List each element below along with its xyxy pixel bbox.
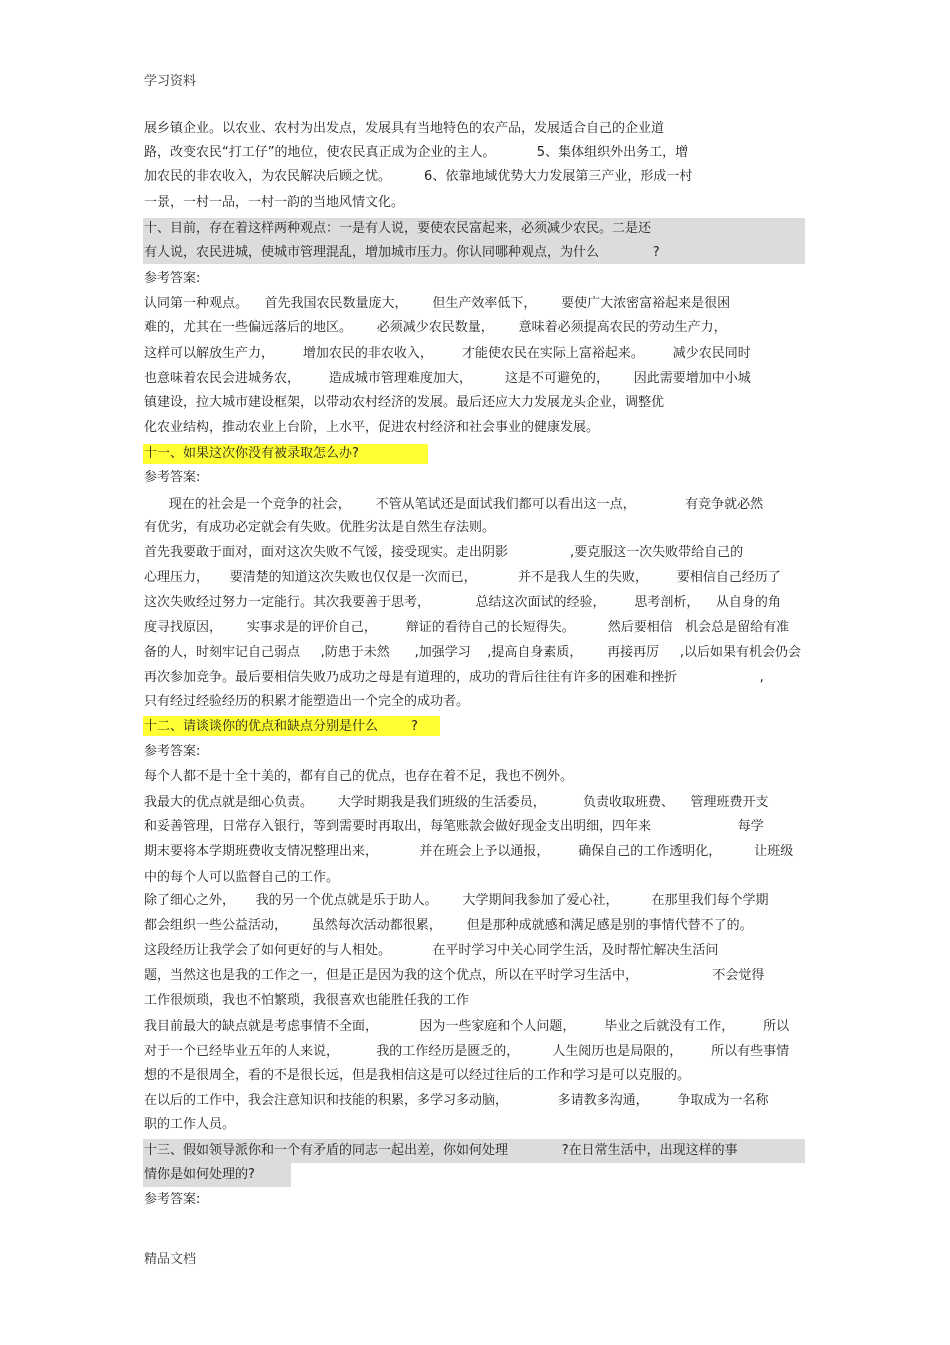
body-line: 路，改变农民“打工仔”的地位，使农民真正成为企业的主人。 5、集体组织外出务工，增 xyxy=(144,145,689,160)
question-heading: 十二、请谈谈你的优点和缺点分别是什么 ? xyxy=(144,719,418,734)
body-line: 度寻找原因， 实事求是的评价自己， 辩证的看待自己的长短得失。 然后要相信 机会总是留给有准 xyxy=(144,620,790,635)
body-line: 题，当然这也是我的工作之一，但是正是因为我的这个优点，所以在平时学习生活中， 不会觉得 xyxy=(144,968,765,983)
body-line: 我目前最大的缺点就是考虑事情不全面， 因为一些家庭和个人问题， 毕业之后就没有工作， 所以 xyxy=(144,1019,790,1034)
body-line: 这段经历让我学会了如何更好的与人相处。 在平时学习中关心同学生活，及时帮忙解决生活问 xyxy=(144,943,719,958)
body-line: 在以后的工作中，我会注意知识和技能的积累，多学习多动脑， 多请教多沟通， 争取成为一名称 xyxy=(144,1093,769,1108)
body-line: 都会组织一些公益活动， 虽然每次活动都很累， 但是那种成就感和满足感是别的事情代替不了的。 xyxy=(144,918,753,933)
body-line: 现在的社会是一个竞争的社会， 不管从笔试还是面试我们都可以看出这一点， 有竞争就必然 xyxy=(144,497,764,512)
body-line: 我最大的优点就是细心负责。 大学时期我是我们班级的生活委员， 负责收取班费、 管理班费开支 xyxy=(144,795,769,810)
body-line: 首先我要敢于面对，面对这次失败不气馁，接受现实。走出阴影 ,要克服这一次失败带给自己的 xyxy=(144,545,744,560)
body-line: 除了细心之外， 我的另一个优点就是乐于助人。 大学期间我参加了爱心社， 在那里我们每个学期 xyxy=(144,893,769,908)
body-line: 期末要将本学期班费收支情况整理出来， 并在班会上予以通报， 确保自己的工作透明化， 让班级 xyxy=(144,844,794,859)
answer-label: 参考答案: xyxy=(144,1192,201,1207)
body-line: 有优劣，有成功必定就会有失败。优胜劣汰是自然生存法则。 xyxy=(144,520,496,535)
body-line: 备的人，时刻牢记自己弱点 ,防患于未然 ,加强学习 ,提高自身素质， 再接再厉 ,以后如果有机会仍会 xyxy=(144,645,801,660)
body-line: 只有经过经验经历的积累才能塑造出一个完全的成功者。 xyxy=(144,694,470,709)
body-line: 每个人都不是十全十美的，都有自己的优点，也存在着不足，我也不例外。 xyxy=(144,769,574,784)
question-heading: 十三、假如领导派你和一个有矛盾的同志一起出差，你如何处理 ?在日常生活中，出现这样的事 xyxy=(144,1143,738,1158)
body-line: 认同第一种观点。 首先我国农民数量庞大， 但生产效率低下， 要使广大浓密富裕起来是很困 xyxy=(144,296,731,311)
body-line: 加农民的非农收入，为农民解决后顾之忧。 6、依靠地域优势大力发展第三产业，形成一村 xyxy=(144,169,693,184)
body-line: 难的，尤其在一些偏远落后的地区。 必须减少农民数量， 意味着必须提高农民的劳动生产力， xyxy=(144,320,727,335)
body-line: 中的每个人可以监督自己的工作。 xyxy=(144,870,340,885)
body-line: 也意味着农民会进城务农， 造成城市管理难度加大， 这是不可避免的， 因此需要增加中小城 xyxy=(144,371,751,386)
body-line: 这次失败经过努力一定能行。其次我要善于思考， 总结这次面试的经验， 思考剖析， 从自身的角 xyxy=(144,595,781,610)
body-line: 展乡镇企业。以农业、农村为出发点，发展具有当地特色的农产品，发展适合自己的企业道 xyxy=(144,121,665,136)
question-heading: 十、目前，存在着这样两种观点：一是有人说，要使农民富起来，必须减少农民。二是还 xyxy=(144,221,652,236)
body-line: 化农业结构，推动农业上台阶，上水平，促进农村经济和社会事业的健康发展。 xyxy=(144,420,600,435)
body-line: 一景，一村一品，一村一韵的当地风情文化。 xyxy=(144,195,405,210)
body-line: 职的工作人员。 xyxy=(144,1117,236,1132)
question-heading: 有人说，农民进城，使城市管理混乱，增加城市压力。你认同哪种观点，为什么 ? xyxy=(144,245,660,260)
body-line: 再次参加竞争。最后要相信失败乃成功之母是有道理的，成功的背后往往有许多的困难和挫折 , xyxy=(144,670,764,685)
body-line: 和妥善管理，日常存入银行，等到需要时再取出，每笔账款会做好现金支出明细，四年来 每学 xyxy=(144,819,764,834)
body-line: 心理压力， 要清楚的知道这次失败也仅仅是一次而已， 并不是我人生的失败， 要相信自己经历了 xyxy=(144,570,781,585)
question-heading: 情你是如何处理的? xyxy=(144,1167,255,1182)
body-line: 想的不是很周全，看的不是很长远，但是我相信这是可以经过往后的工作和学习是可以克服的。 xyxy=(144,1068,691,1083)
answer-label: 参考答案: xyxy=(144,271,201,286)
body-line: 镇建设，拉大城市建设框架，以带动农村经济的发展。最后还应大力发展龙头企业，调整优 xyxy=(144,395,665,410)
body-line: 这样可以解放生产力， 增加农民的非农收入， 才能使农民在实际上富裕起来。 减少农民同时 xyxy=(144,346,751,361)
page-footer: 精品文档 xyxy=(144,1252,197,1267)
answer-label: 参考答案: xyxy=(144,470,201,485)
page-header: 学习资料 xyxy=(144,74,197,89)
answer-label: 参考答案: xyxy=(144,744,201,759)
body-line: 对于一个已经毕业五年的人来说， 我的工作经历是匮乏的， 人生阅历也是局限的， 所以有些事情 xyxy=(144,1044,790,1059)
body-line: 工作很烦琐，我也不怕繁琐，我很喜欢也能胜任我的工作 xyxy=(144,993,470,1008)
question-heading: 十一、如果这次你没有被录取怎么办? xyxy=(144,446,359,461)
